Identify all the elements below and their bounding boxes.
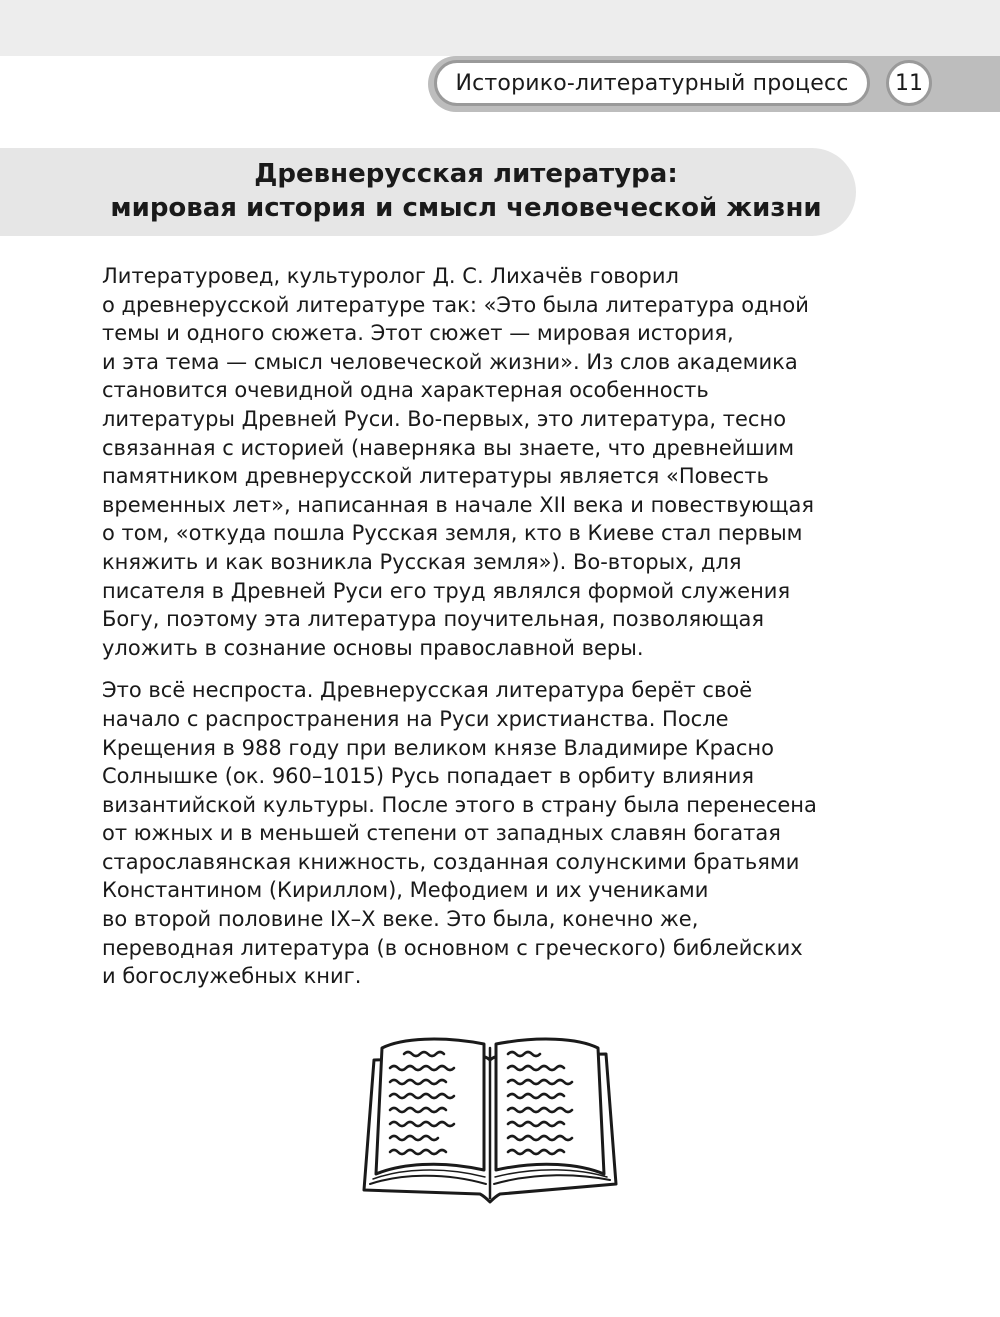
article-body — [102, 262, 862, 1005]
chapter-title-line-2: мировая история и смысл человеческой жизни — [110, 193, 822, 223]
paragraph-2: Это всё неспроста. Древнерусская литература берёт своё начало с распространения на Руси христианства. После Крещения в 988 году при великом князе Владимире Красно Солнышке (ок. 960–1015) Русь попадает в орбиту влияния византийской культуры. После этого в страну была перенесена от южных и в меньшей степени от западных славян богатая старославянская книжность, созданная солунскими братьями Константином (Кириллом), Мефодием и их учениками во второй половине IX–X веке. Это была, конечно же, переводная литература (в основном с греческого) библейских и богослужебных книг. — [102, 678, 817, 989]
header-background — [0, 0, 1000, 56]
chapter-title — [80, 157, 852, 225]
page-number-badge — [886, 60, 932, 106]
section-title-pill — [434, 60, 870, 106]
page-number: 11 — [895, 70, 923, 96]
open-book-icon — [360, 1014, 620, 1210]
chapter-title-line-1: Древнерусская литература: — [254, 159, 678, 189]
section-title: Историко-литературный процесс — [455, 70, 849, 96]
paragraph-1: Литературовед, культуролог Д. С. Лихачёв говорил о древнерусской литературе так: «Это была литература одной темы и одного сюжета. Этот сюжет — мировая история, и эта тема — смысл человеческой жизни». Из слов академика становится очевидной одна характерная особенность литературы Древней Руси. Во-первых, это литература, тесно связанная с историей (наверняка вы знаете, что древнейшим памятником древнерусской литературы является «Повесть временных лет», написанная в начале XII века и повествующая о том, «откуда пошла Русская земля, кто в Киеве стал первым княжить и как возникла Русская земля»). Во-вторых, для писателя в Древней Руси его труд являлся формой служения Богу, поэтому эта литература поучительная, позволяющая уложить в сознание основы православной веры. — [102, 264, 814, 660]
